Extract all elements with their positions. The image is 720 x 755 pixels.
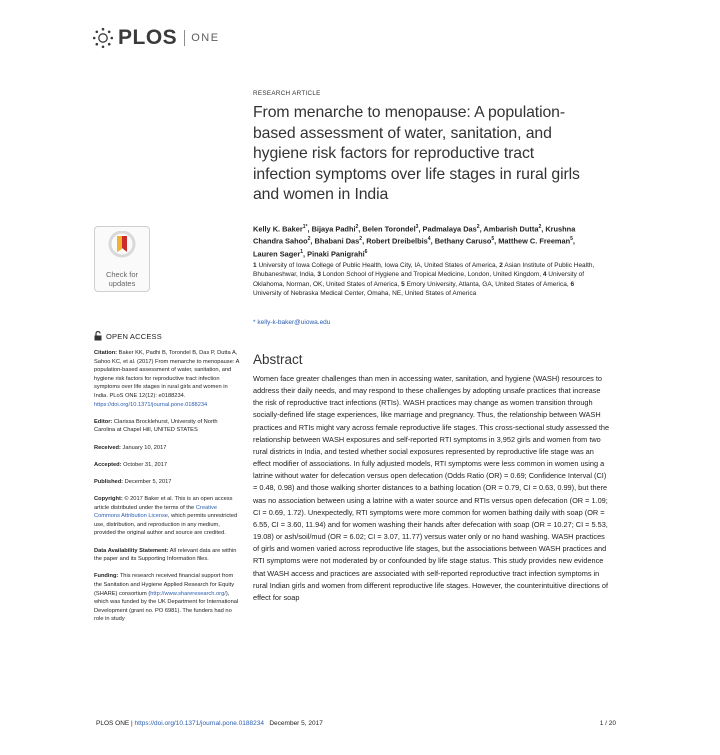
author-name: Ambarish Dutta	[483, 224, 539, 234]
author-affiliation-marker: 3	[415, 224, 419, 230]
affiliation-number: 1	[253, 262, 257, 269]
abstract-text: Women face greater challenges than men in accessing water, sanitation, and hygiene (WASH) resources to address their daily needs, and may respond to these challenges by adopting unsafe practices that increase the risk of reproductive tract infections (RTIs). WASH practices may change as women transition through socially-defined life stage experiences, like marriage and pregnancy. Thus, the relationship between WASH practices and RTIs might vary across female reproductive life stages. This cross-sectional study assessed the relationship between WASH exposures and self-reported RTI symptoms in 3,952 girls and women from two rural districts in India, and tested whether social exposures represented by reproductive life stage was an effect modifier of associations. In fully adjusted models, RTI symptoms were less common in women using a latrine without water for defecation versus open defecation (Odds Ratio (OR) = 0.69; Confidence Interval (CI) = 0.48, 0.98) and those walking shorter distances to a bathing location (OR = 0.79, CI = 0.63, 0.99), but there was no association between using a latrine with a water source and RTIs versus open defecation (OR = 1.09; CI = 0.69, 1.72). Unexpectedly, RTI symptoms were more common for women bathing daily with soap (OR = 6.55, CI = 3.60, 11.94) and for women washing their hands after defecation with soap (OR = 10.27; CI = 5.53, 19.08) or ash/soil/mud (OR = 6.02; CI = 3.07, 11.77) versus water only or no hand washing. WASH practices of girls and women varied across reproductive life stages, but the associations between WASH practices and RTI symptoms were not moderated by or confounded by life stage status. This study provides new evidence that WASH access and practices are associated with self-reported reproductive tract infection symptoms in rural Indian girls and women from different reproductive life stages. However, the counterintuitive directions of effect for soap	[253, 374, 610, 602]
citation-doi-link[interactable]: https://doi.org/10.1371/journal.pone.0188234	[94, 401, 208, 408]
published-date: Published: December 5, 2017	[94, 478, 172, 485]
journal-logo	[92, 26, 220, 50]
page-number: 1 / 20	[599, 720, 616, 727]
author-affiliation-marker: 2	[307, 236, 311, 243]
affiliation-text: University of Nebraska Medical Center, Omaha, NE, United States of America	[253, 290, 477, 298]
author-name: Padmalaya Das	[422, 224, 477, 234]
affiliation-text: Asian Institute of Public Health, Bhubaneshwar, India,	[253, 262, 595, 279]
author-affiliation-marker: 1*	[302, 224, 308, 230]
funding-link[interactable]: http://www.shareresearch.org/	[150, 590, 226, 597]
bookmark-icon	[107, 231, 137, 265]
author-name: Belen Torondel	[362, 224, 416, 234]
author-name: Matthew C. Freeman	[498, 236, 571, 246]
editor: Editor: Clarissa Brocklehurst, University of North Carolina at Chapel Hill, UNITED STATES	[94, 418, 218, 434]
received-date: Received: January 10, 2017	[94, 444, 167, 451]
page-footer	[96, 720, 616, 727]
author-name: Kelly K. Baker	[253, 224, 303, 234]
author-affiliation-marker: 6	[364, 248, 368, 255]
author-list: Kelly K. Baker$^{1*}$, Bijaya Padhi$^2$, Belen Torondel$^3$, Padmalaya Das$^2$, Ambarish Dutta$^2$, Krushna Chandra Sahoo$^2$, Bhabani Das$^2$, Robert Dreibelbis$^4$, Bethany Caruso$^5$, Matthew C. Freeman$^5$, Lauren Sager$^1$, Pinaki Panigrahi$^6$	[253, 224, 576, 259]
author-affiliation-marker: 2	[359, 236, 363, 243]
check-for-updates-badge[interactable]	[94, 226, 150, 292]
journal-name: PLOS	[118, 26, 178, 49]
article-metadata	[94, 349, 240, 633]
author-name: Bhabani Das	[314, 236, 360, 246]
affiliation-text: Emory University, Atlanta, GA, United States of America,	[406, 280, 569, 288]
accepted-date: Accepted: October 31, 2017	[94, 461, 168, 468]
author-affiliation-marker: 2	[538, 224, 542, 230]
open-lock-icon	[94, 331, 102, 341]
affiliation-number: 2	[499, 262, 503, 269]
check-updates-line1: Check for	[105, 270, 139, 279]
author-name: Robert Dreibelbis	[366, 236, 428, 246]
plos-logo-icon	[92, 27, 114, 49]
author-name: Bethany Caruso	[434, 236, 492, 246]
footer-doi-link[interactable]: https://doi.org/10.1371/journal.pone.0188234	[134, 720, 264, 727]
affiliation-list	[253, 261, 598, 299]
author-affiliation-marker: 2	[476, 224, 480, 230]
author-name: Lauren Sager	[253, 249, 301, 259]
author-name: Bijaya Padhi	[311, 224, 356, 234]
author-affiliation-marker: 2	[355, 224, 359, 230]
author-affiliation-marker: 4	[427, 236, 431, 243]
affiliation-number: 3	[317, 271, 321, 279]
author-affiliation-marker: 1	[300, 248, 304, 255]
author-name: Pinaki Panigrahi	[307, 249, 365, 259]
affiliation-text: London School of Hygiene and Tropical Medicine, London, United Kingdom,	[322, 271, 542, 279]
copyright: Copyright: © 2017 Baker et al. This is an open access article distributed under the terms of the Creative Commons Attribution License, which permits unrestricted use, distribution, and reproduction in any medium, provided the original author and source are credited.	[94, 496, 238, 537]
affiliation-text: University of Oklahoma, Norman, OK, United States of America,	[253, 271, 585, 288]
article-title: From menarche to menopause: A population-based assessment of water, sanitation, and hygiene risk factors for reproductive tract infection symptoms over life stages in rural girls and women in India	[253, 104, 580, 203]
journal-subname: ONE	[191, 32, 220, 44]
author-affiliation-marker: 5	[570, 236, 573, 243]
check-updates-line2: updates	[108, 279, 136, 288]
logo-divider	[184, 30, 185, 46]
affiliation-number: 6	[570, 280, 575, 288]
footer-date: December 5, 2017	[269, 720, 323, 727]
author-name: Krushna Chandra Sahoo	[253, 224, 576, 246]
license-link[interactable]: Creative Commons Attribution License	[94, 504, 217, 520]
affiliation-number: 4	[542, 271, 547, 279]
abstract-heading: Abstract	[253, 352, 303, 367]
data-availability: Data Availability Statement: All relevant data are within the paper and its Supporting Information files.	[94, 547, 237, 563]
affiliation-text: University of Iowa College of Public Health, Iowa City, IA, United States of America,	[258, 262, 498, 269]
article-type: RESEARCH ARTICLE	[253, 90, 321, 97]
footer-separator: |	[129, 720, 135, 727]
open-access-label: OPEN ACCESS	[94, 331, 162, 341]
footer-journal: PLOS ONE	[96, 720, 130, 727]
funding: Funding: This research received financial support from the Sanitation and Hygiene Applied Research for Equity (SHARE) consortium (http://www.shareresearch.org/), which was funded by the UK Department for International Development (grant no. PO 6981). The funders had no role in study	[94, 573, 239, 623]
citation: Citation: Baker KK, Padhi B, Torondel B, Das P, Dutta A, Sahoo KC, et al. (2017) From menarche to menopause: A population-based assessment of water, sanitation, and hygiene risk factors for reproductive tract infection symptoms over life stages in rural girls and women in India. PLoS ONE 12(12): e0188234. https://doi.org/10.1371/journal.pone.0188234	[94, 350, 240, 408]
corresponding-email[interactable]: * kelly-k-baker@uiowa.edu	[253, 319, 331, 326]
author-affiliation-marker: 5	[491, 236, 495, 243]
affiliation-number: 5	[401, 280, 405, 288]
